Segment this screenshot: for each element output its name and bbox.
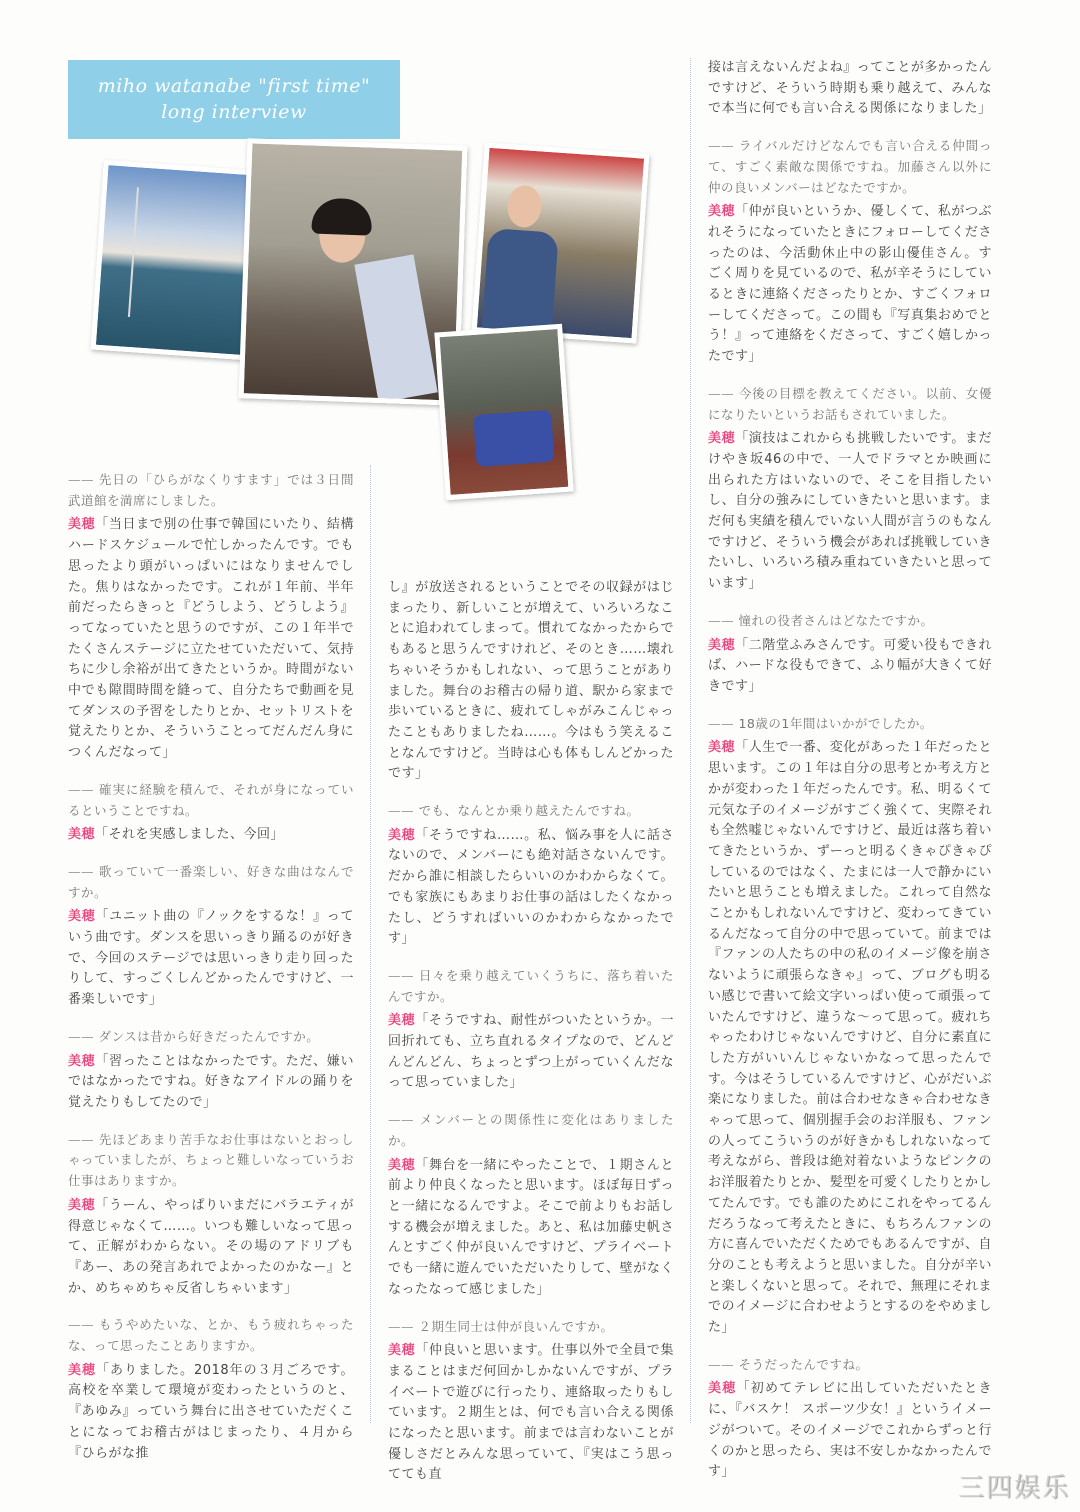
answer-text: 「ありました。2018年の３月ごろです。高校を卒業して環境が変わったというのと、『あゆみ』っていう舞台に出させていただくことになってお稽古がはじまったり、４月から『ひらがな推	[68, 1362, 354, 1461]
interview-answer	[68, 907, 354, 1011]
watermark: 三四娱乐	[957, 1473, 1070, 1503]
question-dash: ——	[708, 612, 734, 628]
market-photo	[472, 142, 650, 343]
interview-answer	[388, 826, 674, 950]
answer-text: 「当日まで別の仕事で韓国にいたり、結構ハードスケジュールで忙しかったんです。でも思ったより頭がいっぱいにはなりませんでした。焦りはなかったです。これが１年前、半年前だったらきっと『どうしよう、どうしよう』ってなっていたと思うのですが、この１年半でたくさんステージに立たせていただいて、気持ちに少し余裕が出てきたというか。時間がない中でも隙間時間を縫って、自分たちで動画を見てダンスの予習をしたりとか、セットリストを覚えたりとか、そういうことってだんだん身につくんだなって」	[68, 517, 354, 761]
column-divider	[370, 465, 371, 1423]
answer-text: 「それを実感しました、今回」	[95, 827, 285, 843]
interview-question	[388, 801, 674, 822]
text-column-left	[68, 470, 354, 1480]
speaker-name: 美穂	[388, 1343, 416, 1359]
speaker-name: 美穂	[388, 827, 416, 843]
cart-photo	[434, 324, 573, 501]
interview-question	[68, 780, 354, 821]
interview-answer	[708, 202, 992, 368]
answer-text: 「そうですね……。私、悩み事を人に話さないので、メンバーにも絶対話さないんです。だから誰に相談したらいいのかわからなくて。でも家族にもあまりお仕事の話はしたくなかったし、どうすればいいのかわからなかったです」	[388, 827, 674, 947]
speaker-name: 美穂	[708, 637, 736, 653]
question-text: ２期生同士は仲が良いんですか。	[418, 1318, 614, 1334]
question-dash: ——	[388, 1112, 414, 1128]
question-dash: ——	[68, 1131, 94, 1147]
speaker-name: 美穂	[68, 1053, 96, 1069]
sailboat-mast	[128, 187, 139, 317]
interview-answer	[388, 1341, 674, 1486]
interview-answer	[388, 1156, 674, 1301]
question-text: ライバルだけどなんでも言い合える仲間って、すごく素敵な関係ですね。加藤さん以外に仲の良いメンバーはどなたですか。	[708, 138, 992, 195]
question-text: 先日の「ひらがなくりすます」では３日間武道館を満席にしました。	[68, 472, 354, 508]
answer-text: 「ユニット曲の『ノックをするな！』っていう曲です。ダンスを思いっきり踊るのが好きで、今回のステージでは思いっきり走り回ったりして、すっごくしんどかったんですけど、一番楽しいです」	[68, 909, 354, 1008]
answer-text: 「仲良いと思います。仕事以外で全員で集まることはまだ何回かしかないんですが、プライベートで遊びに行ったり、連絡取ったりもしています。２期生とは、何でも言い合える関係になったと思います。前までは言わないことが優しさだとみんな思っていて、『実はこう思ってても直	[388, 1343, 674, 1483]
interview-question	[68, 1315, 354, 1356]
harbor-photo	[91, 160, 259, 360]
interview-question	[68, 1130, 354, 1192]
interview-question	[708, 384, 992, 425]
interview-answer	[68, 515, 354, 763]
interview-question	[708, 136, 992, 198]
answer-text: 「うーん、やっぱりいまだにバラエティが得意じゃなくて……。いつも難しいなって思って、正解がわからない。その場のアドリブも『あー、あの発言あれでよかったのかなー』とか、めちゃめちゃ反省しちゃいます」	[68, 1197, 354, 1296]
interview-answer	[388, 1011, 674, 1094]
question-text: ダンスは昔から好きだったんですか。	[98, 1028, 320, 1044]
interview-question	[68, 1027, 354, 1048]
answer-text: 「演技はこれからも挑戦したいです。まだけやき坂46の中で、一人でドラマとか映画に出られた方はいないので、そこを目指したいし、自分の強みにしていきたいと思います。まだ何も実績を積んでいない人間が言うのもなんですけど、そういう機会があれば挑戦していきたいし、いろいろ積み重ねていきたいと思っています」	[708, 431, 992, 592]
question-dash: ——	[708, 385, 734, 401]
interview-question	[68, 862, 354, 903]
question-dash: ——	[68, 781, 94, 797]
interview-answer	[708, 429, 992, 595]
blue-cart	[473, 410, 554, 467]
question-dash: ——	[708, 138, 734, 154]
speaker-name: 美穂	[68, 517, 96, 533]
speaker-name: 美穂	[708, 1381, 737, 1397]
interview-answer	[708, 738, 992, 1338]
question-text: 憧れの役者さんはどなたですか。	[738, 612, 934, 628]
interview-answer	[68, 825, 354, 846]
answer-text: 「習ったことはなかったです。ただ、嫌いではなかったですね。好きなアイドルの踊りを覚えたりもしてたので」	[68, 1053, 354, 1110]
question-text: 今後の目標を教えてください。以前、女優になりたいというお話もされていました。	[708, 385, 992, 422]
question-dash: ——	[708, 1356, 734, 1372]
interview-answer	[68, 1052, 354, 1114]
speaker-name: 美穂	[68, 827, 96, 843]
title-line-1: miho watanabe "first time"	[97, 75, 371, 97]
interview-answer	[708, 1379, 992, 1483]
speaker-name: 美穂	[388, 1013, 416, 1029]
answer-text: 「舞台を一緒にやったことで、１期さんと前より仲良くなったと思います。ほぼ毎日ずっと一緒になるんですよ。そこで前よりもお話しする機会が増えました。あと、私は加藤史帆さんとすごく仲が良いんですけど、プライベートでも一緒に遊んでいただいたりして、壁がなくなったなって感じました」	[388, 1157, 674, 1297]
question-dash: ——	[388, 803, 414, 819]
text-column-middle	[388, 578, 674, 1502]
question-dash: ——	[708, 715, 734, 731]
towel	[354, 254, 437, 402]
interview-question	[708, 611, 992, 632]
question-text: もうやめたいな、とか、もう疲れちゃったな、って思ったことありますか。	[68, 1317, 354, 1354]
speaker-name: 美穂	[68, 909, 96, 925]
question-text: 日々を乗り越えていくうちに、落ち着いたんですか。	[388, 967, 674, 1004]
answer-text: 「二階堂ふみさんです。可愛い役もできれば、ハードな役もできて、ふり幅が大きくて好きです」	[708, 637, 992, 694]
speaker-name: 美穂	[708, 204, 736, 220]
question-dash: ——	[68, 472, 94, 487]
question-dash: ——	[388, 967, 414, 983]
interview-question	[388, 1317, 674, 1338]
question-dash: ——	[388, 1318, 414, 1334]
answer-text: 接は言えないんだよね』ってことが多かったんですけど、そういう時期も乗り越えて、みんなで本当に何でも言い合える関係になりました」	[708, 60, 992, 117]
face	[506, 184, 543, 228]
question-text: 先ほどあまり苦手なお仕事はないとおっしゃっていましたが、ちょっと難しいなっていうお仕事はありますか。	[68, 1131, 355, 1189]
speaker-name: 美穂	[68, 1197, 96, 1213]
speaker-name: 美穂	[388, 1157, 416, 1173]
question-text: でも、なんとか乗り越えたんですね。	[418, 803, 640, 819]
answer-continued	[708, 58, 992, 120]
column-divider	[690, 58, 691, 1423]
answer-text: し』が放送されるということでその収録がはじまったり、新しいことが増えて、いろいろなことに追われてしまって。慣れてなかったからでもあると思うんですけれど、そのとき……壊れちゃいそうかもしれない、って思うことがありました。舞台のお稽古の帰り道、駅から家まで歩いているときに、疲れてしゃがみこんじゃったこともありましたね……。今はもう笑えることなんですけど。当時は心も体もしんどかったです」	[388, 580, 674, 782]
speaker-name: 美穂	[708, 431, 736, 447]
answer-text: 「初めてテレビに出していただいたときに、『バスケ！ スポーツ少女！』というイメージがついて。そのイメージでこれからずっと行くのかと思ったら、実は不安しかなかったんです」	[708, 1381, 992, 1480]
answer-text: 「仲が良いというか、優しくて、私がつぶれそうになっていたときにフォローしてくださったのは、今活動休止中の影山優佳さん。すごく周りを見ているので、私が辛そうにしているときに連絡くださったりとか、すごくフォローしてくださって。この間も『写真集おめでとう！』って連絡をくださって、すごく嬉しかったです」	[708, 204, 992, 365]
interview-answer	[708, 636, 992, 698]
question-dash: ——	[68, 863, 94, 879]
question-text: 確実に経験を積んで、それが身になっているということですね。	[68, 781, 354, 818]
interview-question	[708, 714, 992, 735]
question-text: 歌っていて一番楽しい、好きな曲はなんですか。	[68, 863, 354, 900]
question-dash: ——	[68, 1028, 94, 1044]
answer-text: 「そうですね、耐性がついたというか。一回折れても、立ち直れるタイプなので、どんどんどんどん、ちょっとずつ上がっていくんだなって思っていました」	[388, 1013, 674, 1091]
hair	[311, 198, 372, 236]
interview-answer	[68, 1196, 354, 1300]
question-text: そうだったんですね。	[738, 1356, 869, 1372]
question-dash: ——	[68, 1317, 94, 1333]
interview-question	[68, 470, 354, 511]
text-column-right	[708, 58, 992, 1499]
denim-jacket	[482, 228, 559, 333]
interview-answer	[68, 1361, 354, 1465]
interview-title-banner	[68, 60, 400, 139]
answer-continued	[388, 578, 674, 785]
answer-text: 「人生で一番、変化があった１年だったと思います。この１年は自分の思考とか考え方とかが変わった１年だったんです。私、明るくて元気な子のイメージがすごく強くて、実際それも全然嘘じゃないんですけど、最近は落ち着いてきたというか、ずーっと明るくきゃぴきゃぴしているのではなく、たまには一人で静かにいたいと思うことも増えました。これって自然なことかもしれないんですけど、変わってきているんだなって自分の中で思っていて。前までは『ファンの人たちの中の私のイメージ像を崩さないように頑張らなきゃ』って、ブログも明るい感じで書いて絵文字いっぱい使って頑張っていたんですけど、違うな～って思って。疲れちゃったわけじゃないんですけど、自分に素直にした方がいいんじゃないかなって思ったんです。今はそうしているんですけど、心がだいぶ楽になりました。前は合わせなきゃ合わせなきゃって思って、個別握手会のお洋服も、ファンの人ってこういうのが好きかもしれないなって考えながら、普段は絶対着ないようなピンクのお洋服着たりとか、髪型を可愛くしたりとかしてたんです。でも誰のためにこれをやってるんだろうなって考えたときに、もちろんファンの方に喜んでいただくためでもあるんですが、自分のことも考えようと思いました。自分が辛いと楽しくないと思って。それで、無理にそれまでのイメージに合わせようとするのをやめました」	[708, 740, 992, 1336]
question-text: 18歳の1年間はいかがでしたか。	[738, 715, 933, 731]
speaker-name: 美穂	[68, 1362, 97, 1378]
interview-question	[708, 1355, 992, 1376]
speaker-name: 美穂	[708, 740, 736, 756]
question-text: メンバーとの関係性に変化はありましたか。	[388, 1112, 674, 1148]
interview-question	[388, 966, 674, 1007]
title-line-2: long interview	[161, 101, 307, 123]
interview-question	[388, 1110, 674, 1151]
portrait-photo	[239, 138, 468, 406]
